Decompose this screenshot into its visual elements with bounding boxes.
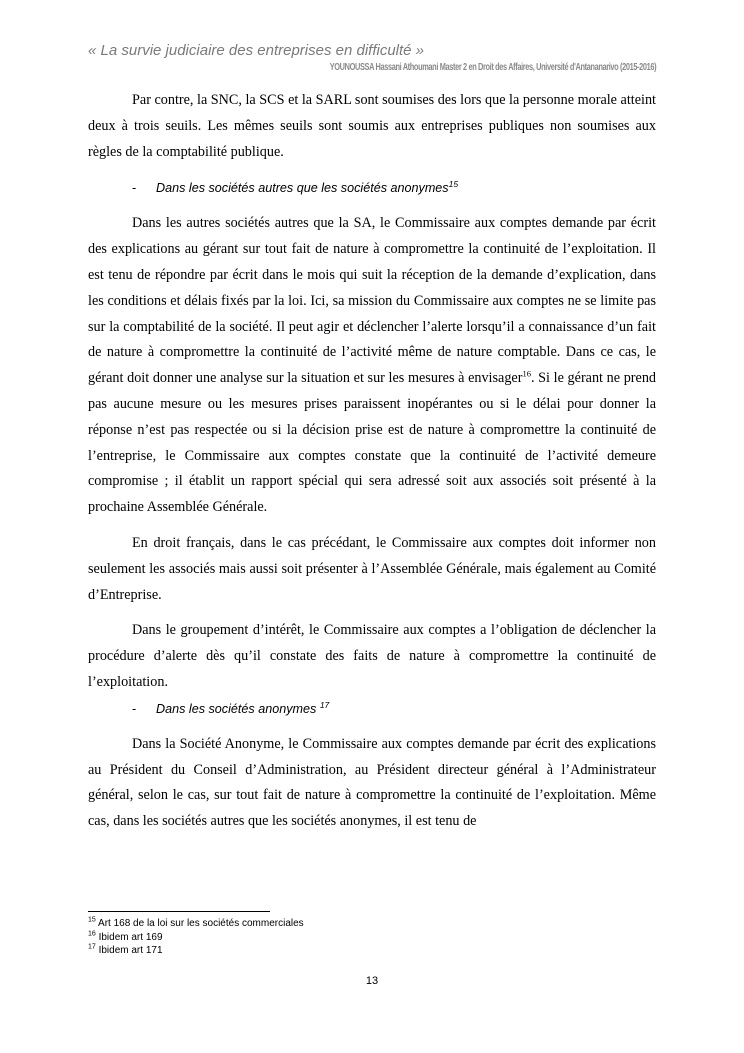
running-header-title: « La survie judiciaire des entreprises en difficulté » [88,42,425,59]
running-header-author: YOUNOUSSA Hassani Athoumani Master 2 en Droit des Affaires, Université d'Antananarivo (2015-2016) [329,62,656,73]
footnote-16: $^{16}$ Ibidem art 169 [88,930,163,943]
footnotes [88,917,304,958]
paragraph-1: Par contre, la SNC, la SCS et la SARL sont soumises des lors que la personne morale atteint deux à trois seuils. Les mêmes seuils sont soumis aux entreprises publiques non soumises aux règles de la comptabilité publique. [88,92,656,160]
footnote-ref-16: 16 [522,368,531,379]
paragraph-3: En droit français, dans le cas précédant, le Commissaire aux comptes doit informer non seulement les associés mais aussi soit présenter à l’Assemblée Générale, mais également au Comité d’Entreprise. [88,534,656,603]
footnote-ref-15: 15 [448,179,459,190]
footnote-15: $^{15}$ Art 168 de la loi sur les sociétés commerciales [88,916,304,929]
subheading-other-companies: - Dans les sociétés autres que les sociétés anonymes$^{15}$ [132,179,459,196]
page-number: 13 [365,975,379,987]
subheading-anonymous-companies: - Dans les sociétés anonymes $^{17}$ [132,699,330,716]
footnote-ref-17: 17 [319,699,330,710]
footnote-17: $^{17}$ Ibidem art 171 [88,943,163,956]
paragraph-2: Dans les autres sociétés autres que la SA, le Commissaire aux comptes demande par écrit des explications au gérant sur tout fait de nature à compromettre la continuité de l’exploitation. Il est tenu de répondre par écrit dans le mois qui suit la réception de la demande d’explication, dans les conditions et délais fixés par la loi. Ici, sa mission du Commissaire aux comptes ne se limite pas sur la comptabilité de la société. Il peut agir et déclencher l’alerte lorsqu’il a connaissance d’un fait de nature à compromettre la continuité de l’activité même de nature comptable. Dans ce cas, le gérant doit donner une analyse sur la situation et sur les mesures à envisager$^{16}$. Si le gérant ne prend pas aucune mesure ou les mesures prises paraissent inopérantes ou si le délai pour donner la réponse n’est pas respectée ou si la décision prise est de nature à compromettre la continuité de l’entreprise, le Commissaire aux comptes constate que la continuité de l’activité demeure compromise ; il établit un rapport spécial qui sera adressé soit aux associés soit présenté à la prochaine Assemblée Générale. [88,215,657,516]
body-text [88,88,656,835]
footnote-separator [88,911,270,912]
paragraph-4: Dans le groupement d’intérêt, le Commissaire aux comptes a l’obligation de déclencher la procédure d’alerte dès qu’il constate des faits de nature à compromettre la continuité de l’exploitation. [88,622,656,690]
paragraph-5: Dans la Société Anonyme, le Commissaire aux comptes demande par écrit des explications au Président du Conseil d’Administration, au Président directeur général à l’Administrateur général, selon le cas, sur tout fait de nature à compromettre la continuité de l’exploitation. Même cas, dans les sociétés autres que les sociétés anonymes, il est tenu de [88,735,656,830]
